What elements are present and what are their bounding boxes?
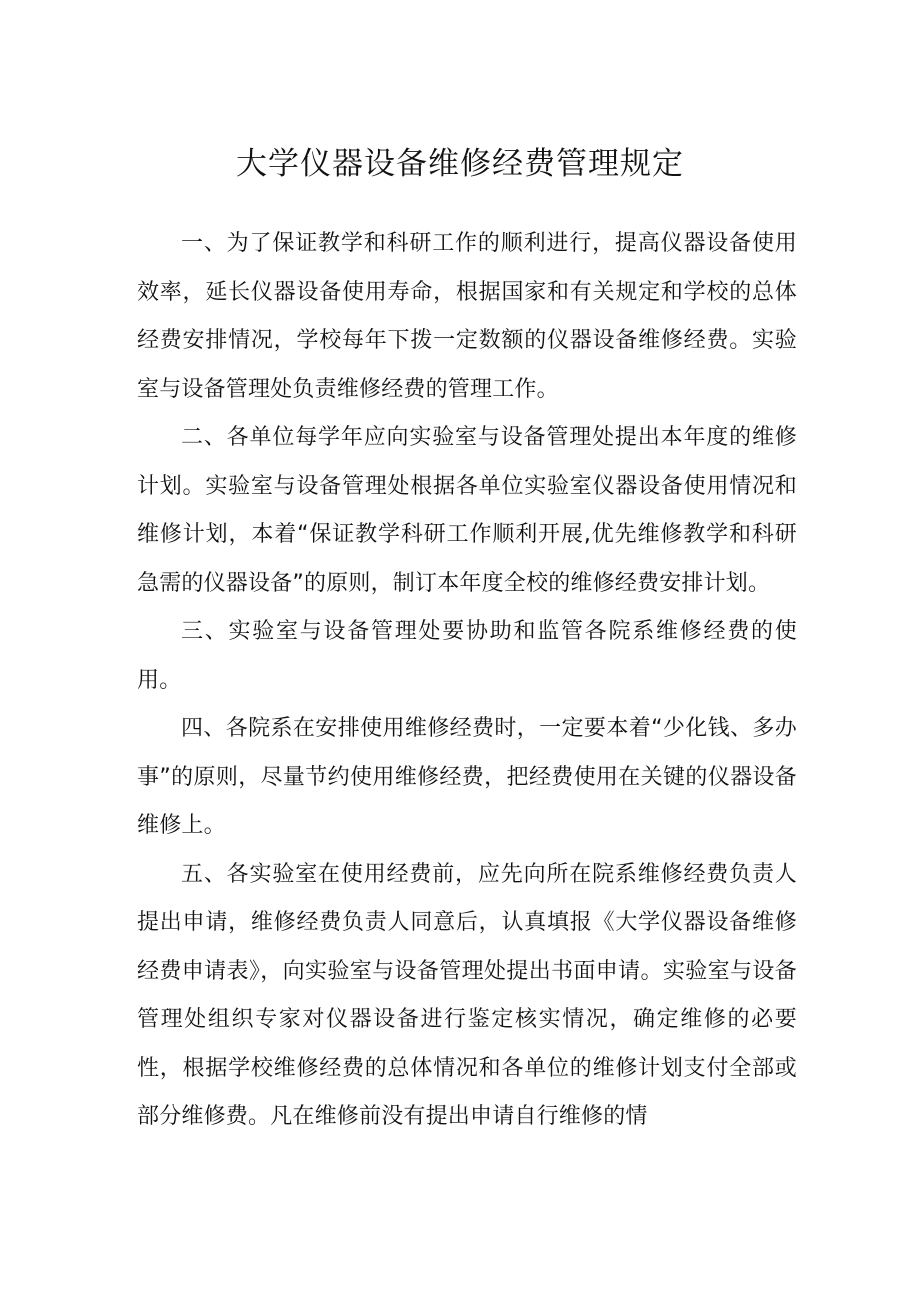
document-title: 大学仪器设备维修经费管理规定: [236, 146, 684, 182]
paragraph-4: 四、各院系在安排使用维修经费时，一定要本着“少化钱、多办事”的原则，尽量节约使用维修经费，把经费使用在关键的仪器设备维修上。: [137, 716, 797, 838]
document-body: [137, 220, 797, 1142]
paragraph-5: 五、各实验室在使用经费前，应先向所在院系维修经费负责人提出申请，维修经费负责人同意后，认真填报《大学仪器设备维修经费申请表》，向实验室与设备管理处提出书面申请。实验室与设备管理处组织专家对仪器设备进行鉴定核实情况，确定维修的必要性，根据学校维修经费的总体情况和各单位的维修计划支付全部或部分维修费。凡在维修前没有提出申请自行维修的情: [137, 861, 797, 1129]
paragraph-1: 一、为了保证教学和科研工作的顺利进行，提高仪器设备使用效率，延长仪器设备使用寿命，根据国家和有关规定和学校的总体经费安排情况，学校每年下拨一定数额的仪器设备维修经费。实验室与设备管理处负责维修经费的管理工作。: [137, 231, 797, 402]
paragraph-2: 二、各单位每学年应向实验室与设备管理处提出本年度的维修计划。实验室与设备管理处根据各单位实验室仪器设备使用情况和维修计划，本着“保证教学科研工作顺利开展,优先维修教学和科研急需的仪器设备”的原则，制订本年度全校的维修经费安排计划。: [137, 425, 797, 596]
paragraph-3: 三、实验室与设备管理处要协助和监管各院系维修经费的使用。: [137, 619, 797, 693]
